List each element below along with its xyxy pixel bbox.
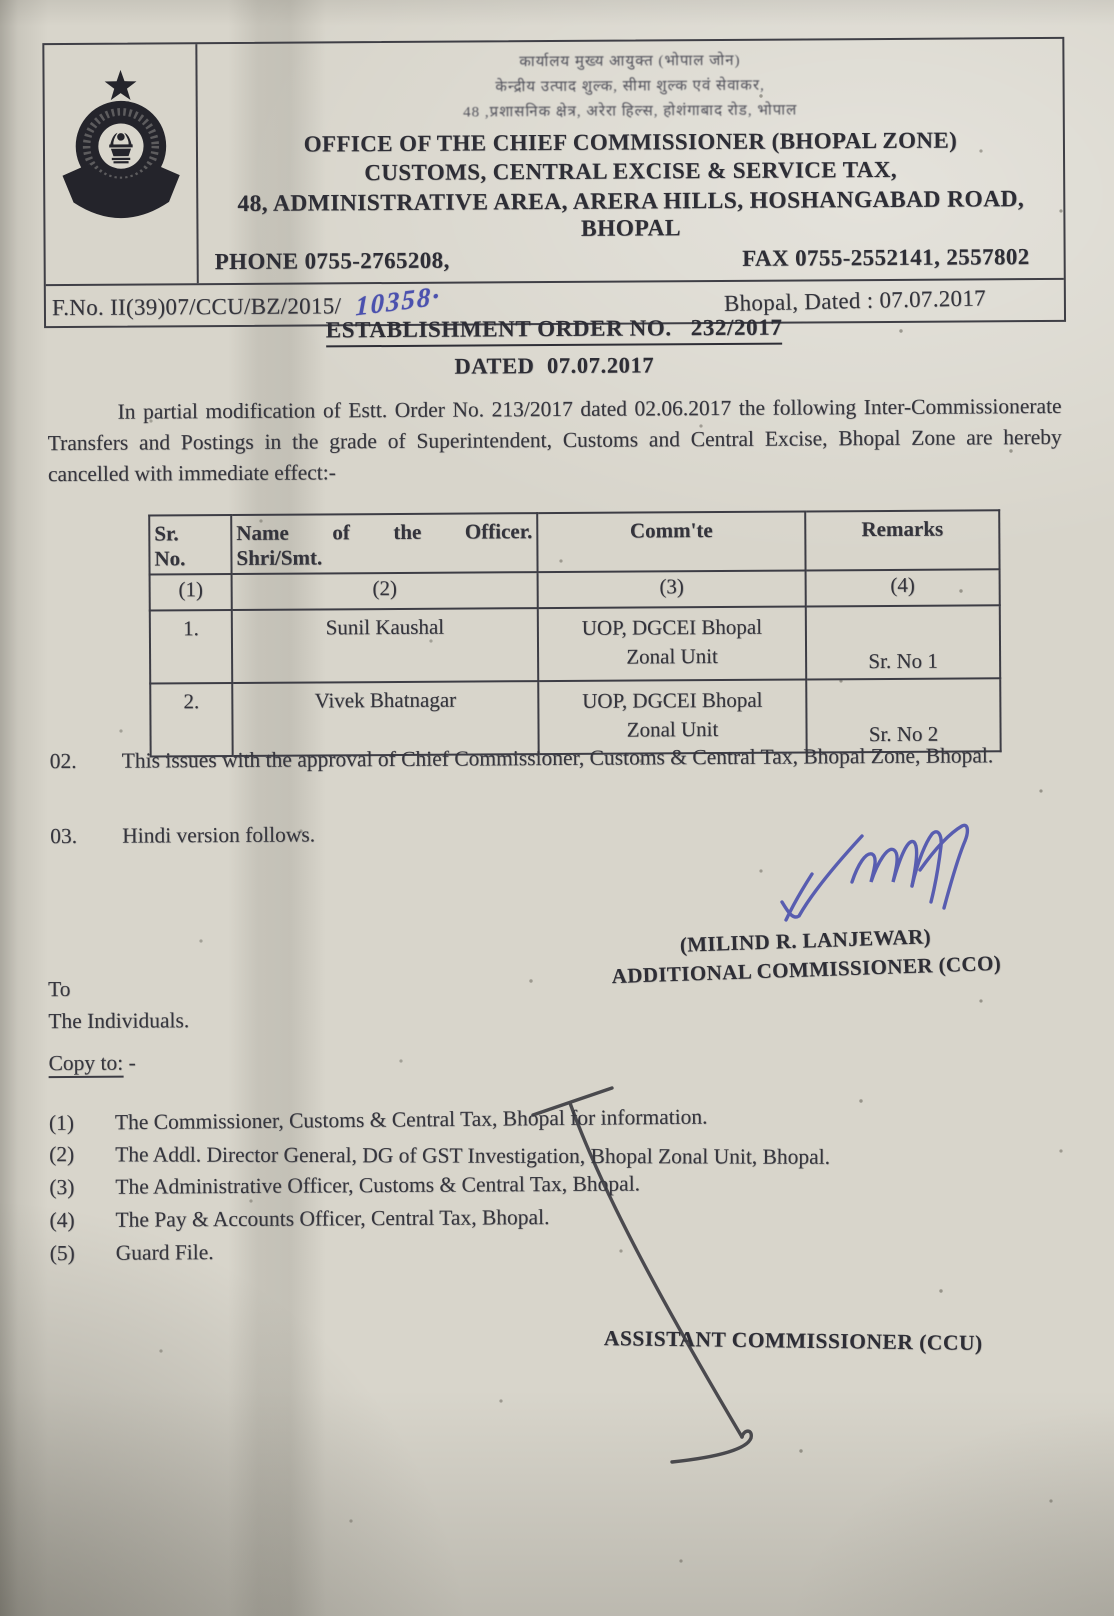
row-commte	[538, 606, 806, 681]
paragraph-03	[50, 815, 1064, 852]
copy-to-dash: -	[123, 1050, 136, 1075]
copy-to-item	[49, 1097, 1069, 1140]
header-officer-line2: Shri/Smt.	[236, 545, 323, 570]
row-commte-line1: UOP, DGCEI Bhopal	[582, 687, 763, 713]
col-num-3: (3)	[538, 570, 806, 608]
item-number: (5)	[49, 1240, 75, 1266]
row-commte-line1: UOP, DGCEI Bhopal	[581, 614, 763, 640]
item-text: The Addl. Director General, DG of GST Investigation, Bhopal Zonal Unit, Bhopal.	[115, 1142, 831, 1169]
item-text: The Administrative Officer, Customs & Central Tax, Bhopal.	[115, 1171, 641, 1199]
header-officer-line1: Name of the Officer.	[236, 519, 533, 545]
table-header-row	[149, 510, 999, 574]
item-number: (4)	[49, 1207, 75, 1233]
header-sr-line1: Sr.	[154, 521, 179, 546]
header-sr-no	[149, 515, 231, 574]
row-commte-line2: Zonal Unit	[626, 644, 718, 669]
paragraph-02-text: This issues with the approval of Chief Commissioner, Customs & Central Tax, Bhopal Zone, Bhopal.	[121, 743, 994, 773]
col-num-1: (1)	[150, 574, 232, 611]
header-commte: Comm'te	[537, 511, 805, 572]
copy-to-label: Copy to:	[48, 1051, 123, 1078]
item-number: (1)	[48, 1110, 75, 1135]
row-officer-name: Vivek Bhatnagar	[232, 681, 538, 756]
transfer-table	[148, 509, 1001, 757]
paragraph-02-number: 02.	[49, 748, 77, 774]
handwritten-dispatch-number: 10358·	[355, 279, 442, 322]
signatory-block	[585, 919, 1027, 992]
header-officer-name	[231, 513, 537, 574]
row-sr: 2.	[150, 683, 232, 756]
office-address: 48, ADMINISTRATIVE AREA, ARERA HILLS, HOSHANGABAD ROAD, BHOPAL	[237, 186, 1025, 242]
col-num-4: (4)	[806, 569, 1000, 606]
addressee-block	[48, 972, 189, 1037]
copy-to-item	[49, 1138, 1069, 1175]
letterhead	[42, 37, 1066, 328]
item-text: Guard File.	[115, 1240, 214, 1265]
place-and-date: Bhopal, Dated : 07.07.2017	[723, 285, 987, 317]
row-remarks: Sr. No 1	[806, 605, 1000, 679]
header-sr-line2: No.	[154, 546, 186, 571]
order-date-line: DATED 07.07.2017	[454, 352, 655, 379]
phone-number: PHONE 0755-2765208,	[214, 247, 450, 275]
department-name: CUSTOMS, CENTRAL EXCISE & SERVICE TAX,	[364, 156, 898, 186]
order-title: ESTABLISHMENT ORDER NO. 232/2017	[326, 315, 783, 348]
copy-to-item	[50, 1231, 1070, 1270]
fax-number: FAX 0755-2552141, 2557802	[742, 244, 1030, 271]
signatory-name: (MILIND R. LANJEWAR)	[679, 924, 932, 957]
letterhead-main	[44, 39, 1063, 284]
item-number: (2)	[49, 1142, 75, 1167]
assistant-commissioner-designation: ASSISTANT COMMISSIONER (CCU)	[603, 1326, 983, 1356]
addressee-value: The Individuals.	[48, 1008, 190, 1034]
paragraph-03-number: 03.	[50, 823, 78, 849]
paragraph-03-text: Hindi version follows.	[122, 822, 316, 848]
office-address-hindi: 48 ,प्रशासनिक क्षेत्र, अरेरा हिल्स, होशंगाबाद रोड, भोपाल	[463, 102, 798, 121]
copy-to-list	[49, 1099, 1070, 1270]
paper-specks	[0, 0, 2, 2]
to-label: To	[48, 976, 71, 1002]
header-remarks: Remarks	[805, 510, 999, 570]
item-text: The Pay & Accounts Officer, Central Tax, Bhopal.	[115, 1205, 550, 1232]
opening-paragraph: In partial modification of Estt. Order No. 213/2017 dated 02.06.2017 the following Inter-Commissionerate Transfers and Postings in the grade of Superintendent, Customs and Central Excise, Bhopal Zone are hereby cancelled with immediate effect:-	[47, 393, 1062, 487]
office-name: OFFICE OF THE CHIEF COMMISSIONER (BHOPAL ZONE)	[303, 127, 958, 157]
department-name-hindi: केन्द्रीय उत्पाद शुल्क, सीमा शुल्क एवं सेवाकर,	[495, 77, 765, 96]
file-number: F.No. II(39)07/CCU/BZ/2015/	[51, 292, 342, 320]
paragraph-02	[50, 740, 1050, 777]
row-officer-name: Sunil Kaushal	[232, 608, 538, 683]
title-block	[0, 313, 1111, 383]
customs-central-excise-emblem-icon	[53, 60, 188, 247]
phone-fax-row	[199, 240, 1064, 283]
column-number-row	[150, 569, 1000, 610]
row-remarks: Sr. No 2	[806, 678, 1000, 752]
item-text: The Commissioner, Customs & Central Tax, Bhopal for information.	[114, 1104, 708, 1135]
table-row	[150, 605, 1000, 683]
letterhead-text	[197, 39, 1063, 283]
row-sr: 1.	[150, 610, 232, 683]
office-name-hindi: कार्यालय मुख्य आयुक्त (भोपाल जोन)	[519, 52, 741, 71]
row-commte-line2: Zonal Unit	[626, 717, 719, 742]
col-num-2: (2)	[232, 572, 538, 610]
copy-to-heading	[48, 1051, 135, 1077]
signatory-designation: ADDITIONAL COMMISSIONER (CCO)	[611, 950, 1002, 989]
emblem-cell	[44, 44, 198, 284]
item-number: (3)	[49, 1174, 75, 1200]
